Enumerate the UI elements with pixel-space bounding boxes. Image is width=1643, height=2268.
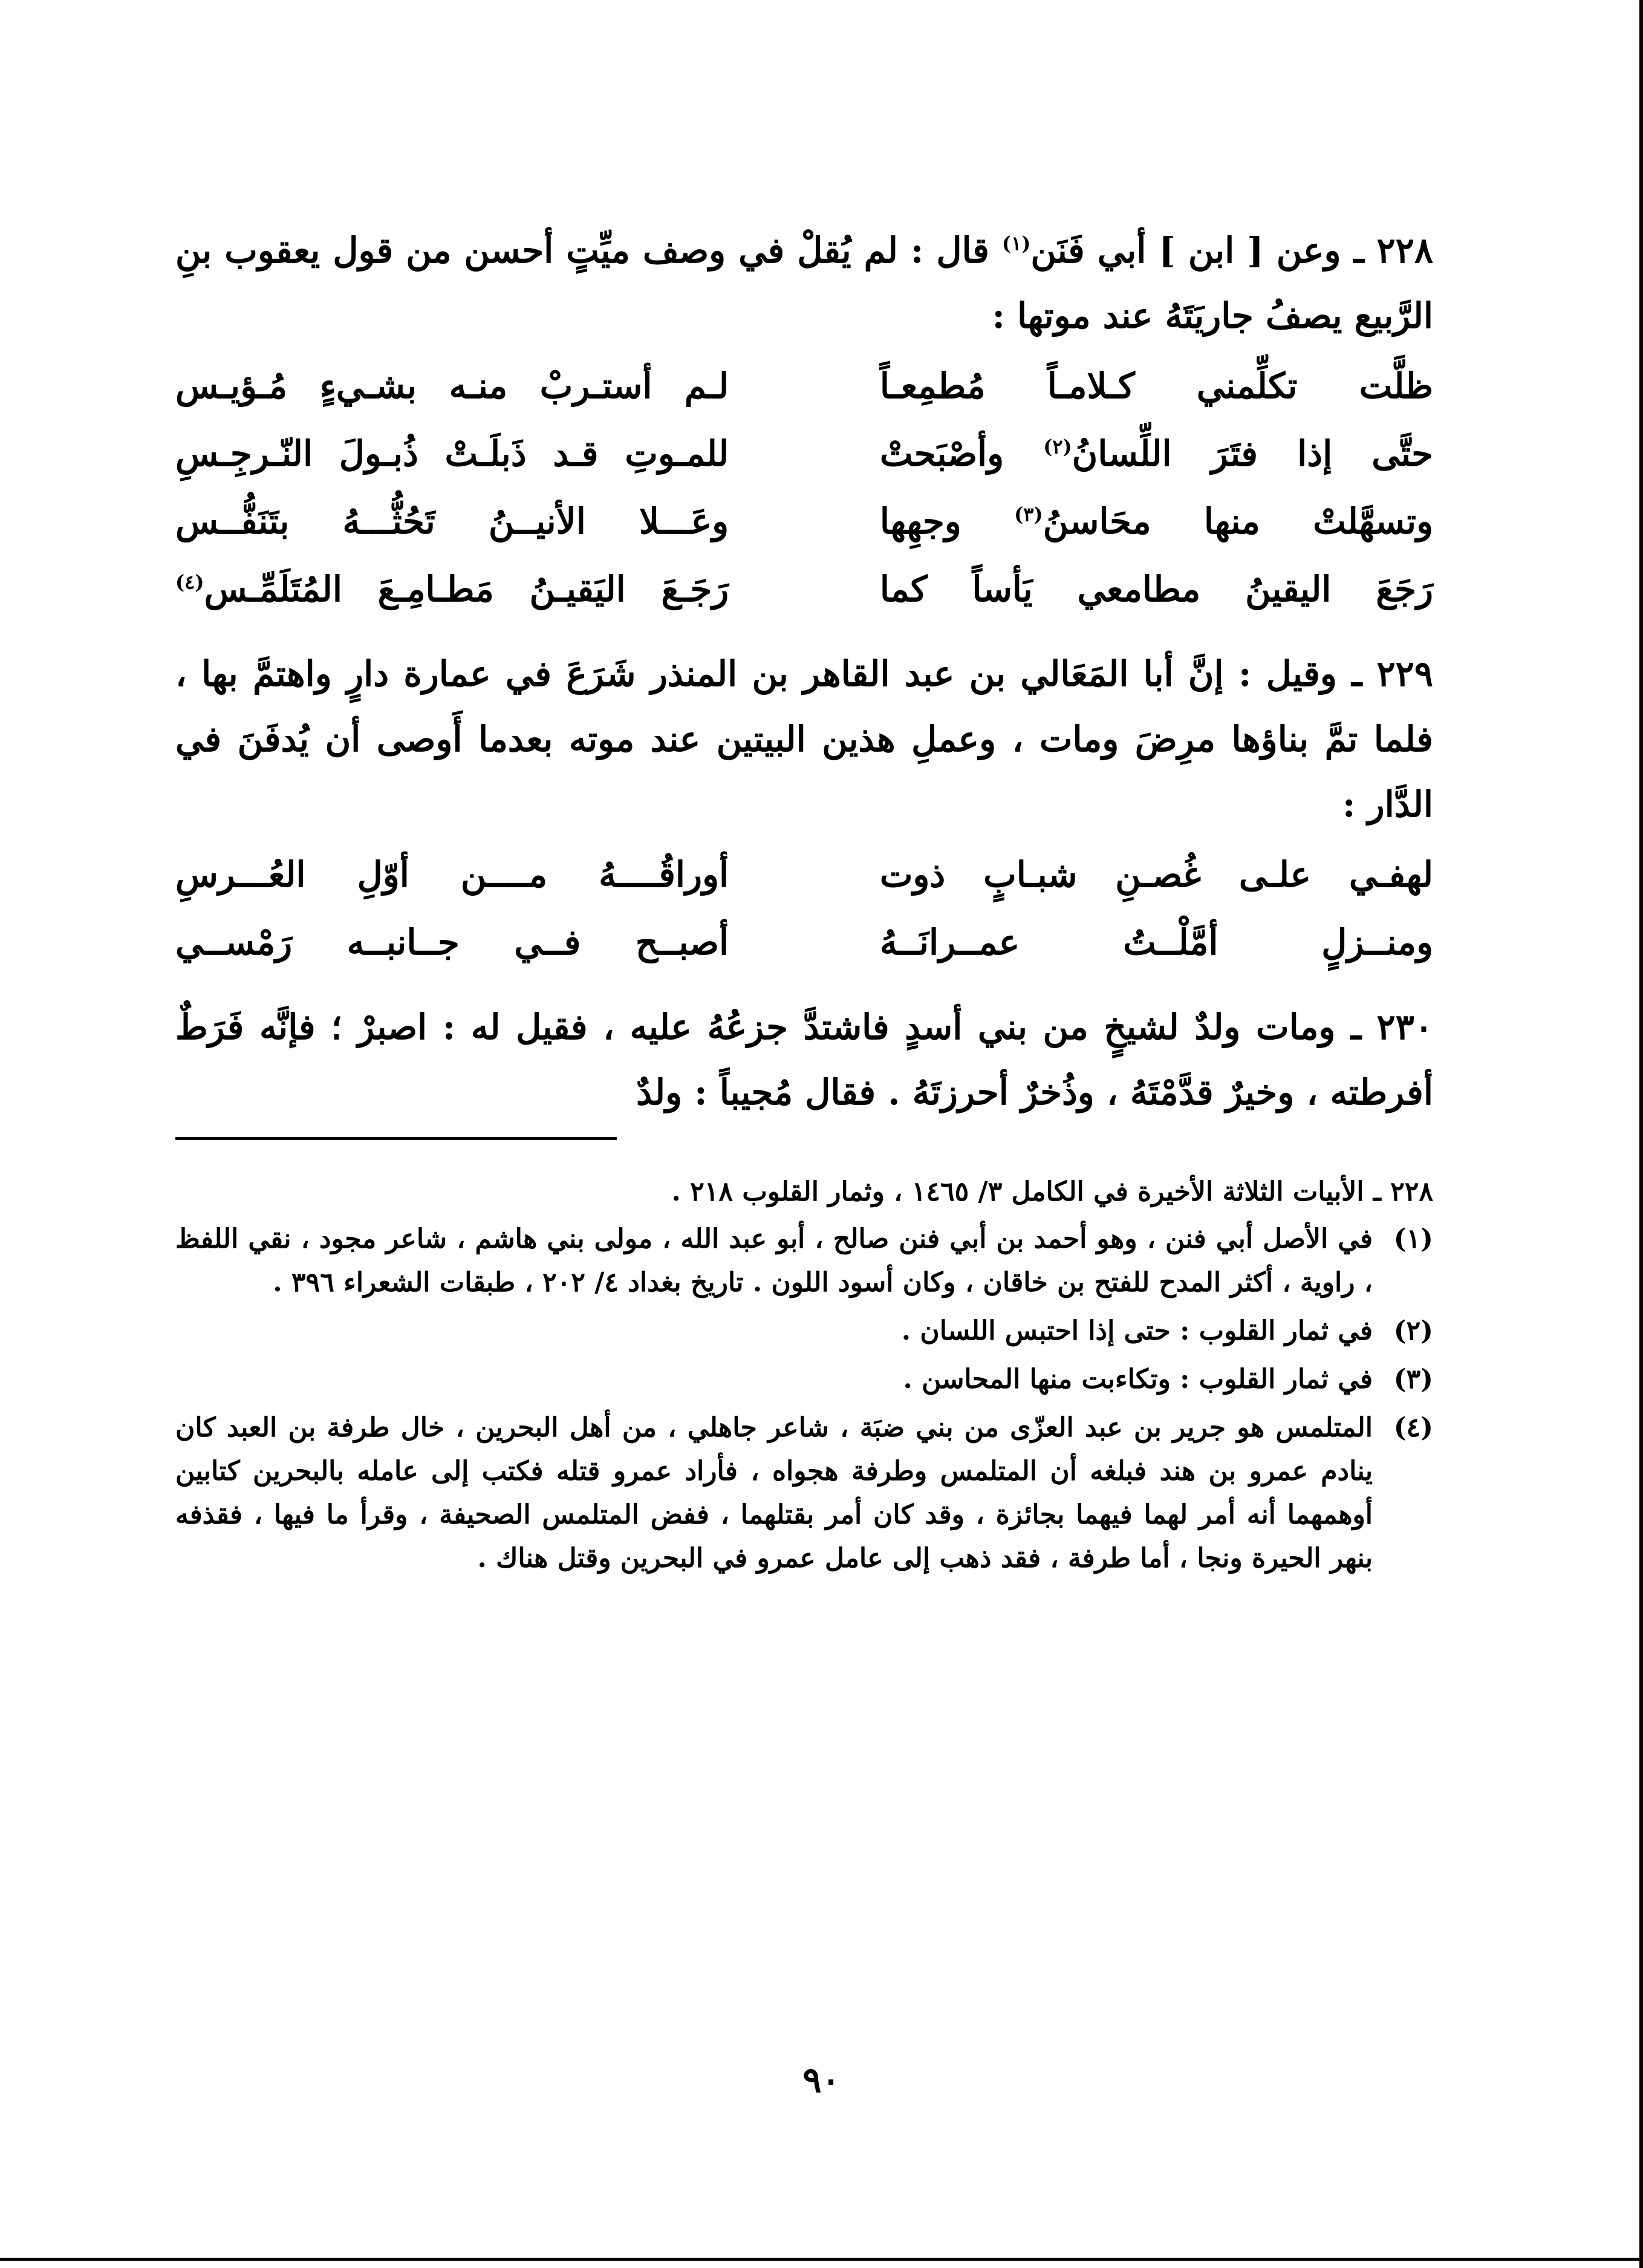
footnote-item	[175, 1406, 1433, 1580]
verse-first-hemistich: ظلَّت تكلِّمني كـلامـاً مُطمِعـاً	[879, 365, 1433, 406]
verse-line	[175, 420, 1433, 487]
footnote-ref-3[interactable]: (٣)	[1014, 503, 1043, 526]
footnote-number: (٤)	[1393, 1412, 1433, 1443]
entry-229-text: ٢٢٩ ـ وقيل : إنَّ أبا المَعَالي بن عبد القاهر بن المنذر شَرَعَ في عمارة دارٍ واهتمَّ بها ، فلما تمَّ بناؤها مرِضَ ومات ، وعملِ هذين البيتين عند موته بعدما أَوصى أن يُدفَنَ في الدَّار :	[175, 653, 1433, 825]
verse-line	[175, 352, 1433, 420]
page-body	[175, 218, 1433, 1585]
verse-second-hemistich	[175, 555, 729, 623]
entry-228-intro	[175, 218, 1433, 348]
page-border-right	[1639, 0, 1643, 2268]
footnote-text: في الأصل أبي فنن ، وهو أحمد بن أبي فنن صالح ، أبو عبد الله ، مولى بني هاشم ، شاعر مجود ، نقي اللفظ ، راوية ، أكثر المدح للفتح بن خاقان ، وكان أسود اللون . تاريخ بغداد ٤/ ٢٠٢ ، طبقات الشعراء ٣٩٦ .	[175, 1224, 1373, 1298]
verse-first-hemistich: رَجَعَ اليقينُ مطامعي يَأساً كما	[879, 569, 1433, 610]
verse-text: رَجَـعَ اليَقيـنُ مَطـامِـعَ المُتَلَمِّـس	[204, 569, 729, 610]
verse-text: وأصْبَحتْ	[879, 433, 1044, 474]
verse-first-hemistich: لهفـي علـى غُصـنِ شبـابٍ ذوت	[879, 854, 1433, 895]
verse-second-hemistich: لـم أستـربْ منـه بشـيءٍ مُـؤيـس	[175, 365, 729, 406]
verse-text: وجهِها	[879, 501, 1015, 542]
footnote-text: المتلمس هو جرير بن عبد العزّى من بني ضبَة ، شاعر جاهلي ، من أهل البحرين ، خال طرفة بن العبد كان ينادم عمرو بن هند فبلغه أن المتلمس وطرفة هجواه ، فأراد عمرو قتله فكتب إلى عامله بالبحرين كتابين أوهمهما أنه أمر لهما فيهما بجائزة ، وقد كان أمر بقتلهما ، ففض المتلمس الصحيفة ، وقرأ ما فيها ، فقذفه بنهر الحيرة ونجا ، أما طرفة ، فقد ذهب إلى عامل عمرو في البحرين وقتل هناك .	[175, 1412, 1373, 1574]
page-number: ٩٠	[802, 2059, 841, 2100]
footnote-text: في ثمار القلوب : وتكاءبت منها المحاسن .	[903, 1364, 1373, 1395]
verse-first-hemistich	[880, 487, 1433, 555]
verse-second-hemistich: أوراقُــــهُ مــــن أوّلِ العُـــرسِ	[175, 854, 729, 895]
verse-second-hemistich: وعَـــلا الأنيــنُ تَحُثُّـــهُ بتَنَفُّــس	[175, 501, 729, 542]
entry-228-intro-text: ٢٢٨ ـ وعن [ ابن ] أبي فَنَن	[1030, 230, 1433, 271]
footnote-text: في ثمار القلوب : حتى إذا احتبس اللسان .	[901, 1315, 1373, 1346]
verse-line	[175, 555, 1433, 623]
verse-first-hemistich	[880, 420, 1433, 487]
verse-line	[175, 908, 1433, 976]
footnote-item	[175, 1309, 1433, 1353]
footnote-number: (٢)	[1393, 1315, 1433, 1346]
footnote-ref-1[interactable]: (١)	[1001, 232, 1031, 255]
footnote-item	[175, 1358, 1433, 1401]
footnote-item	[175, 1217, 1433, 1305]
verse-line	[175, 841, 1433, 908]
footnote-separator	[175, 1137, 617, 1140]
verse-text: حتَّى إذا فتَرَ اللِّسانُ	[1072, 433, 1433, 474]
verse-second-hemistich: أصبــح فــي جــانبــه رَمْســي	[175, 922, 729, 963]
footnote-number: (١)	[1393, 1224, 1433, 1254]
page-border-bottom	[0, 2258, 1643, 2261]
footnotes	[175, 1170, 1433, 1580]
entry-229-poem	[175, 841, 1433, 976]
verse-second-hemistich: للمـوتِ قـد ذَبلَـتْ ذُبـولَ النّـرجِـسِ	[175, 433, 729, 474]
footnote-heading: ٢٢٨ ـ الأبيات الثلاثة الأخيرة في الكامل ٣/ ١٤٦٥ ، وثمار القلوب ٢١٨ .	[671, 1176, 1433, 1207]
verse-line	[175, 487, 1433, 555]
footnote-ref-2[interactable]: (٢)	[1043, 435, 1072, 458]
entry-230-text: ٢٣٠ ـ ومات ولدٌ لشيخٍ من بني أسدٍ فاشتدَّ جزعُهُ عليه ، فقيل له : اصبرْ ؛ فإنَّه فَرَطٌ أفرطته ، وخيرٌ قدَّمْتَهُ ، وذُخرٌ أحرزتَهُ . فقال مُجيباً : ولدٌ	[175, 1006, 1433, 1113]
verse-text: وتسهَّلتْ منها محَاسنُ	[1043, 501, 1433, 542]
footnote-ref-4[interactable]: (٤)	[175, 570, 204, 594]
entry-228-poem	[175, 352, 1433, 623]
entry-228-intro-continuation: قال : لم يُقلْ في وصف ميِّتٍ أحسن من قول يعقوب بنِ الرَّبيع يصفُ جاريَتَهُ عند موتها :	[175, 230, 1433, 336]
footnote-number: (٣)	[1393, 1364, 1433, 1395]
verse-first-hemistich: ومنــزلٍ أمَّلْــتُ عمــرانَــهُ	[879, 922, 1433, 963]
